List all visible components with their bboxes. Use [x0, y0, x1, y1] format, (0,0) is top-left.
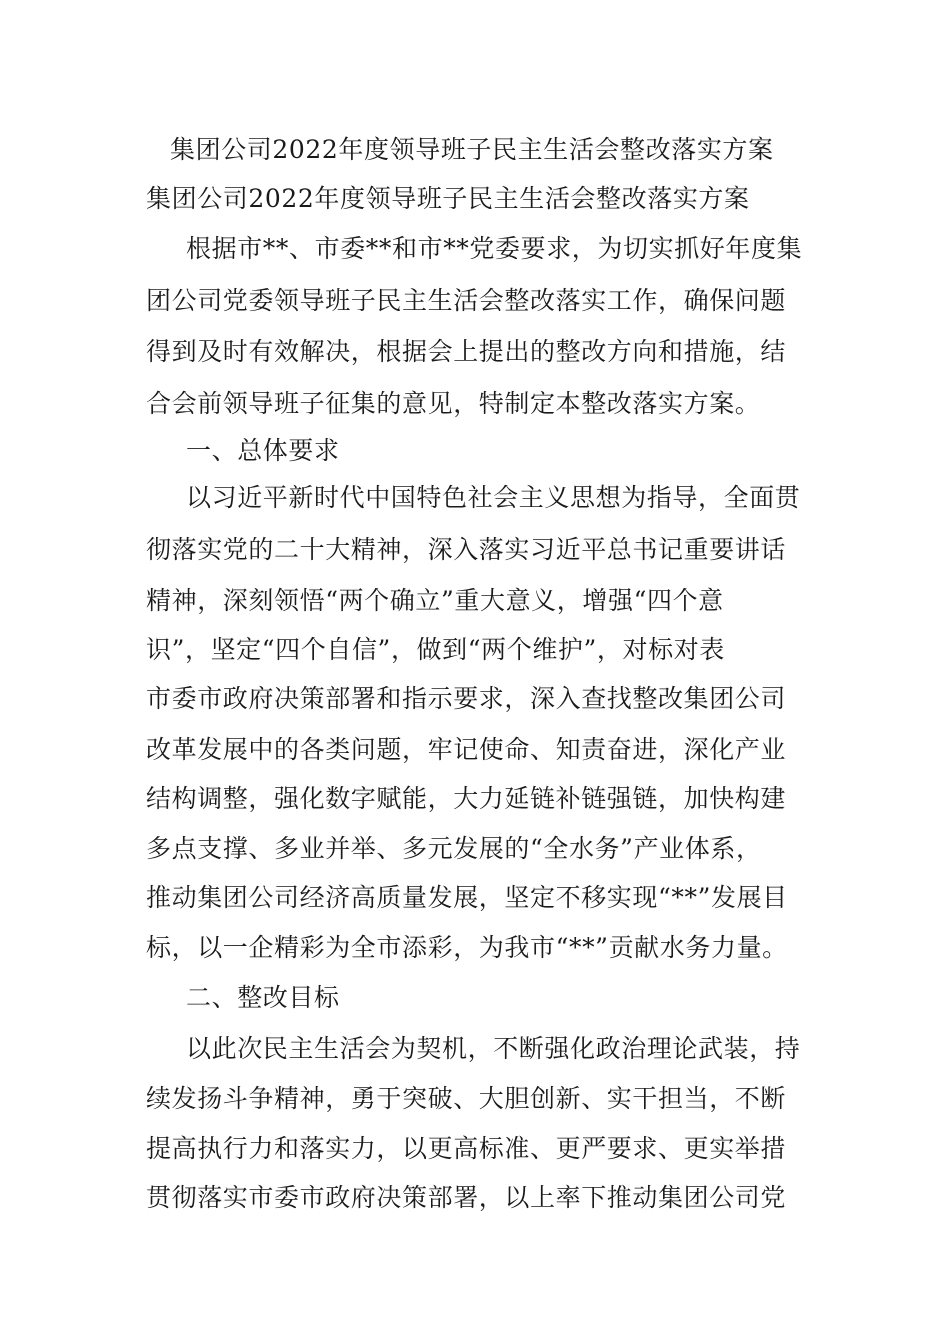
section-2-heading: 二、整改目标: [186, 983, 340, 1012]
section-2-paragraph-line: 贯彻落实市委市政府决策部署，以上率下推动集团公司党: [146, 1183, 787, 1212]
document-title-line-1: 集团公司2022年度领导班子民主生活会整改落实方案: [170, 135, 774, 164]
section-1-paragraph-line: 彻落实党的二十大精神，深入落实习近平总书记重要讲话: [146, 535, 787, 564]
section-1-paragraph-line: 精神，深刻领悟“两个确立”重大意义，增强“四个意: [146, 586, 724, 615]
section-1-paragraph-line: 标，以一企精彩为全市添彩，为我市“**”贡献水务力量。: [146, 933, 788, 962]
section-1-paragraph-line: 以习近平新时代中国特色社会主义思想为指导，全面贯: [186, 483, 801, 512]
section-1-paragraph-line: 多点支撑、多业并举、多元发展的“全水务”产业体系，: [146, 834, 762, 863]
section-1-paragraph-line: 推动集团公司经济高质量发展，坚定不移实现“**”发展目: [146, 883, 788, 912]
section-1-paragraph-line: 改革发展中的各类问题，牢记使命、知责奋进，深化产业: [146, 735, 787, 764]
intro-paragraph-line: 团公司党委领导班子民主生活会整改落实工作，确保问题: [146, 286, 787, 315]
intro-paragraph-line: 根据市**、市委**和市**党委要求，为切实抓好年度集: [186, 234, 803, 263]
section-1-paragraph-line: 市委市政府决策部署和指示要求，深入查找整改集团公司: [146, 684, 787, 713]
section-1-paragraph-line: 结构调整，强化数字赋能，大力延链补链强链，加快构建: [146, 784, 787, 813]
document-title-line-2: 集团公司2022年度领导班子民主生活会整改落实方案: [146, 184, 750, 213]
section-2-paragraph-line: 以此次民主生活会为契机，不断强化政治理论武装，持: [186, 1034, 801, 1063]
intro-paragraph-line: 得到及时有效解决，根据会上提出的整改方向和措施，结: [146, 337, 787, 366]
section-2-paragraph-line: 续发扬斗争精神，勇于突破、大胆创新、实干担当，不断: [146, 1084, 787, 1113]
section-1-paragraph-line: 识”，坚定“四个自信”，做到“两个维护”，对标对表: [146, 635, 725, 664]
section-2-paragraph-line: 提高执行力和落实力，以更高标准、更严要求、更实举措: [146, 1134, 787, 1163]
intro-paragraph-line: 合会前领导班子征集的意见，特制定本整改落实方案。: [146, 389, 761, 418]
section-1-heading: 一、总体要求: [186, 436, 340, 465]
